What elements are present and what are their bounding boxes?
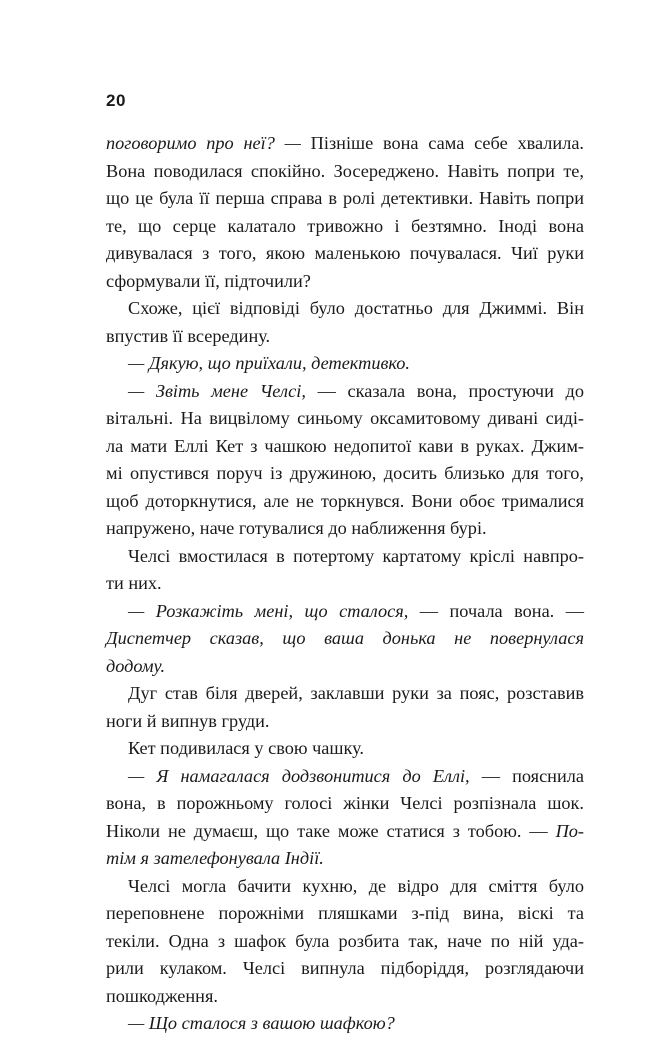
text-line xyxy=(106,845,584,873)
italic-text-segment: По- xyxy=(555,820,584,841)
text-line xyxy=(106,653,584,681)
text-segment: Дуг став біля дверей, заклавши руки за пояс, розставив xyxy=(128,683,584,703)
italic-text-segment: — Що сталося з вашою шафкою? xyxy=(128,1013,395,1033)
text-line xyxy=(106,735,584,763)
body-text xyxy=(106,130,584,1038)
text-segment: пошкодження. xyxy=(106,985,218,1006)
text-segment: що це була її перша справа в ролі детективки. Навіть попри xyxy=(106,188,584,208)
text-line xyxy=(106,268,584,296)
text-line xyxy=(106,405,584,433)
text-line xyxy=(106,433,584,461)
text-line xyxy=(106,928,584,956)
text-segment: дивувалася з того, якою маленькою почувалася. Чиї руки xyxy=(106,243,584,263)
text-segment: Вона поводилася спокійно. Зосереджено. Навіть попри те, xyxy=(106,160,584,181)
text-segment: напружено, наче готувалися до наближення бурі. xyxy=(106,518,487,538)
text-line xyxy=(106,543,584,571)
page-number: 20 xyxy=(106,91,126,110)
text-line xyxy=(106,323,584,351)
text-segment: Схоже, цієї відповіді було достатньо для Джиммі. Він xyxy=(128,298,584,318)
text-segment: те, що серце калатало тривожно і безтямно. Іноді вона xyxy=(106,215,584,236)
text-line xyxy=(106,900,584,928)
text-line xyxy=(106,598,584,626)
italic-text-segment: поговоримо про неї? — xyxy=(106,133,311,153)
text-line xyxy=(106,158,584,186)
italic-text-segment: Диспетчер сказав, що ваша донька не повернулася xyxy=(106,628,584,648)
text-line xyxy=(106,873,584,901)
text-segment: ти них. xyxy=(106,573,162,593)
text-line xyxy=(106,955,584,983)
italic-text-segment: тім я зателефонувала Індії. xyxy=(106,848,324,868)
text-segment: впустив її всередину. xyxy=(106,325,271,346)
text-segment: вітальні. На вицвілому синьому оксамитовому дивані сиді- xyxy=(106,408,584,428)
text-line xyxy=(106,515,584,543)
text-segment: ноги й випнув груди. xyxy=(106,710,270,731)
text-line xyxy=(106,213,584,241)
text-segment: рили кулаком. Челсі випнула підборіддя, розглядаючи xyxy=(106,958,584,978)
text-segment: Челсі могла бачити кухню, де відро для сміття було xyxy=(128,875,584,896)
text-line xyxy=(106,570,584,598)
text-line xyxy=(106,790,584,818)
text-segment: Челсі вмостилася в потертому картатому кріслі навпро- xyxy=(128,545,584,566)
text-segment: сформували її, підточили? xyxy=(106,270,311,291)
text-segment: — пояснила xyxy=(481,765,584,786)
italic-text-segment: додому. xyxy=(106,655,166,676)
text-segment: — сказала вона, простуючи до xyxy=(317,380,584,401)
text-segment: мі опустився поруч із дружиною, досить близько для того, xyxy=(106,463,584,483)
text-segment: вона, в порожньому голосі жінки Челсі розпізнала шок. xyxy=(106,793,584,813)
text-line xyxy=(106,295,584,323)
italic-text-segment: — Дякую, що приїхали, детективко. xyxy=(128,353,410,373)
text-line xyxy=(106,240,584,268)
text-segment: Кет подивилася у свою чашку. xyxy=(128,738,364,758)
text-line xyxy=(106,708,584,736)
text-line xyxy=(106,350,584,378)
text-line xyxy=(106,378,584,406)
text-line xyxy=(106,763,584,791)
text-segment: переповнене порожніми пляшками з-під вина, віскі та xyxy=(106,903,584,923)
text-segment: ла мати Еллі Кет з чашкою недопитої кави в руках. Джим- xyxy=(106,435,584,456)
text-segment: текіли. Одна з шафок була розбита так, наче по ній уда- xyxy=(106,930,584,951)
italic-text-segment: — Я намагалася додзвонитися до Еллі, xyxy=(128,765,482,786)
text-line xyxy=(106,625,584,653)
text-line xyxy=(106,460,584,488)
italic-text-segment: — Звіть мене Челсі, xyxy=(128,380,318,401)
text-line xyxy=(106,185,584,213)
text-segment: Пізніше вона сама себе хвалила. xyxy=(310,133,584,153)
text-segment: — почала вона. — xyxy=(419,600,584,621)
italic-text-segment: — Розкажіть мені, що сталося, xyxy=(128,600,420,621)
text-line xyxy=(106,680,584,708)
text-line xyxy=(106,130,584,158)
text-line xyxy=(106,488,584,516)
text-line xyxy=(106,983,584,1011)
text-segment: щоб доторкнутися, але не торкнувся. Вони обоє трималися xyxy=(106,490,584,511)
text-segment: Ніколи не думаєш, що таке може статися з тобою. — xyxy=(106,820,556,841)
text-line xyxy=(106,818,584,846)
